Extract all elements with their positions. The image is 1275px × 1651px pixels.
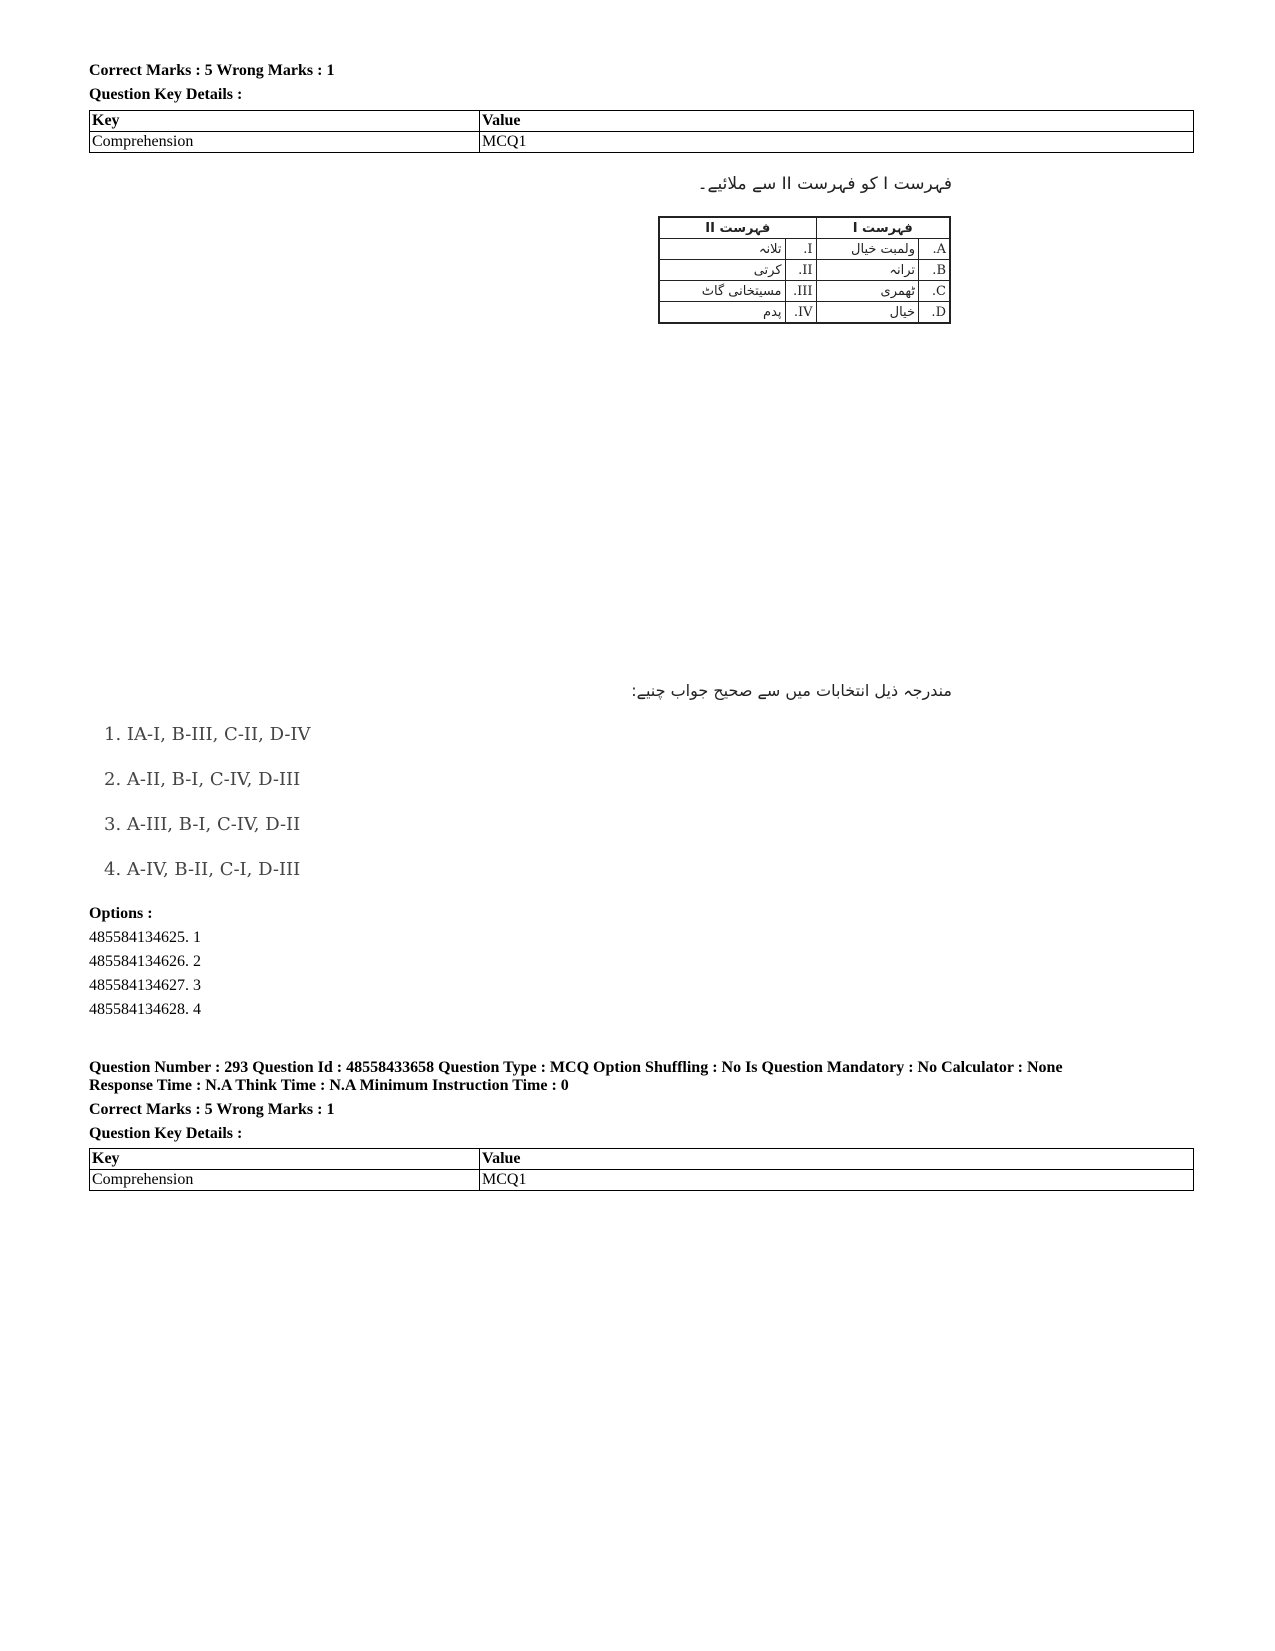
list-1-item: ترانہ (816, 260, 918, 281)
list-2-header: فہرست II (659, 217, 816, 239)
match-row (659, 239, 950, 260)
key-header-cell: Key (90, 111, 480, 132)
option-id-4: 485584134628. 4 (89, 1001, 201, 1018)
list-1-item: خیال (816, 302, 918, 324)
q2-marks: Correct Marks : 5 Wrong Marks : 1 (89, 1101, 335, 1118)
key-cell: Comprehension (90, 132, 480, 153)
key-table-header-row (90, 1149, 1194, 1170)
match-row (659, 281, 950, 302)
key-table-row (90, 1170, 1194, 1191)
q2-key-details-label: Question Key Details : (89, 1125, 243, 1142)
choose-instruction: مندرجہ ذیل انتخابات میں سے صحیح جواب چنیے: (631, 681, 952, 700)
q1-key-details-label: Question Key Details : (89, 86, 243, 103)
list-2-label: IV. (785, 302, 816, 324)
list-1-label: B. (919, 260, 951, 281)
options-label: Options : (89, 905, 153, 922)
option-id-2: 485584134626. 2 (89, 953, 201, 970)
choice-4: 4. A-IV, B-II, C-I, D-III (104, 859, 301, 880)
match-row (659, 302, 950, 324)
q1-key-table (89, 110, 1194, 153)
value-header-cell: Value (480, 111, 1194, 132)
q2-header-line-1: Question Number : 293 Question Id : 48558433658 Question Type : MCQ Option Shuffling : No Is Question Mandatory : No Calculator : None (89, 1059, 1063, 1076)
key-header-cell: Key (90, 1149, 480, 1170)
list-1-item: ٹھمری (816, 281, 918, 302)
value-cell: MCQ1 (480, 132, 1194, 153)
key-table-row (90, 132, 1194, 153)
list-1-label: D. (919, 302, 951, 324)
match-table (658, 216, 951, 324)
list-2-item: مسیتخانی گاٹ (659, 281, 785, 302)
q2-header-line-2: Response Time : N.A Think Time : N.A Minimum Instruction Time : 0 (89, 1077, 569, 1094)
list-1-header: فہرست I (816, 217, 950, 239)
list-1-label: C. (919, 281, 951, 302)
option-id-3: 485584134627. 3 (89, 977, 201, 994)
list-1-label: A. (919, 239, 951, 260)
list-2-label: III. (785, 281, 816, 302)
choice-3: 3. A-III, B-I, C-IV, D-II (104, 814, 301, 835)
match-row (659, 260, 950, 281)
option-id-1: 485584134625. 1 (89, 929, 201, 946)
list-2-label: I. (785, 239, 816, 260)
list-2-item: تلانہ (659, 239, 785, 260)
key-table-header-row (90, 111, 1194, 132)
match-table-header-row (659, 217, 950, 239)
q1-marks: Correct Marks : 5 Wrong Marks : 1 (89, 62, 335, 79)
list-1-item: ولمبت خیال (816, 239, 918, 260)
list-2-item: پدم (659, 302, 785, 324)
list-2-label: II. (785, 260, 816, 281)
choice-1: 1. IA-I, B-III, C-II, D-IV (104, 724, 311, 745)
value-header-cell: Value (480, 1149, 1194, 1170)
value-cell: MCQ1 (480, 1170, 1194, 1191)
list-2-item: کرتی (659, 260, 785, 281)
key-cell: Comprehension (90, 1170, 480, 1191)
match-instruction: فہرست I کو فہرست II سے ملائیے۔ (697, 174, 952, 194)
choice-2: 2. A-II, B-I, C-IV, D-III (104, 769, 301, 790)
q2-key-table (89, 1148, 1194, 1191)
